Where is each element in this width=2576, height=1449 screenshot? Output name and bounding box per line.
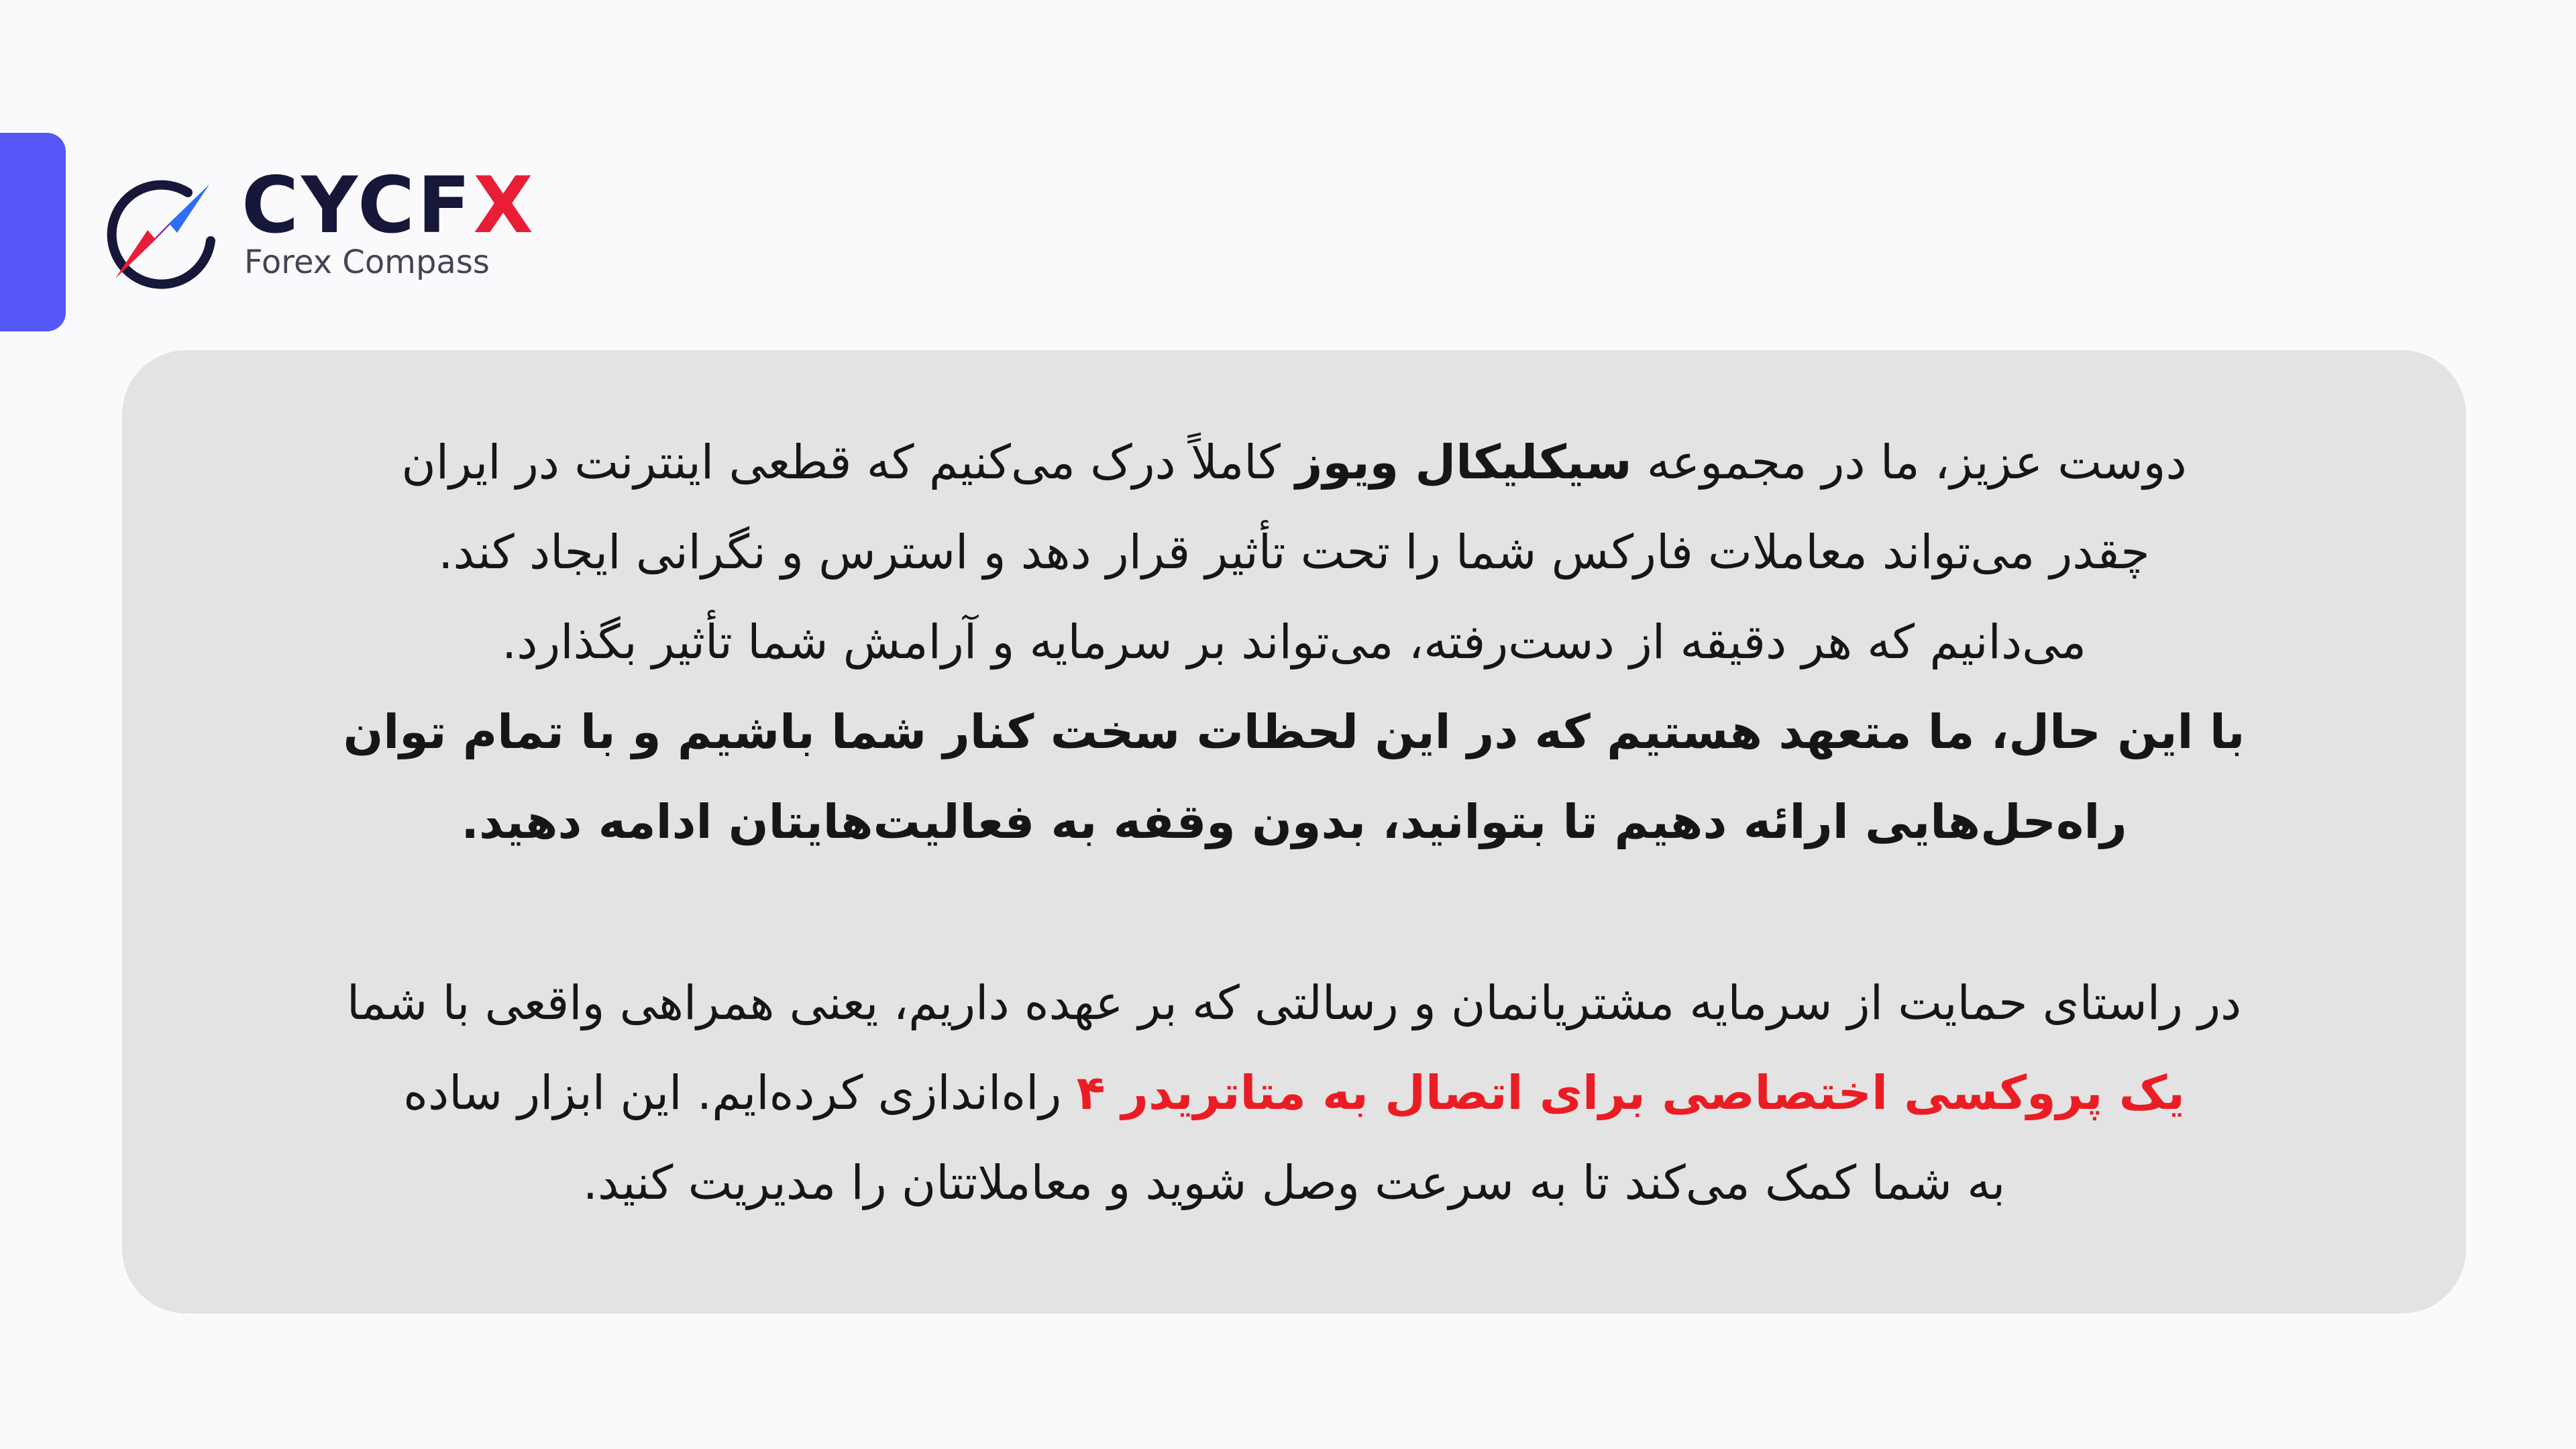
- proxy-highlight: یک پروکسی اختصاصی برای اتصال به متاتریدر ۴: [1076, 1065, 2185, 1120]
- paragraph-apology: [122, 417, 2466, 867]
- brand-name: [241, 160, 536, 251]
- brand-logo: [102, 160, 536, 292]
- paragraph1-line4: با این حال، ما متعهد هستیم که در این لحظات سخت کنار شما باشیم و با تمام توان: [343, 704, 2245, 759]
- paragraph-proxy: [122, 958, 2466, 1228]
- compass-icon: [102, 171, 223, 292]
- paragraph1-line5: راه‌حل‌هایی ارائه دهیم تا بتوانید، بدون وقفه به فعالیت‌هایتان ادامه دهید.: [461, 794, 2127, 849]
- paragraph2-line3: به شما کمک می‌کند تا به سرعت وصل شوید و معاملاتتان را مدیریت کنید.: [582, 1155, 2006, 1210]
- paragraph1-line3: می‌دانیم که هر دقیقه از دست‌رفته، می‌تواند بر سرمایه و آرامش شما تأثیر بگذارد.: [502, 614, 2086, 669]
- paragraph2-line1: در راستای حمایت از سرمایه مشتریانمان و رسالتی که بر عهده داریم، یعنی همراهی واقعی با شما: [346, 975, 2242, 1030]
- line1-end: کاملاً درک می‌کنیم که قطعی اینترنت در ایران: [401, 435, 1296, 490]
- paragraph1-line2: چقدر می‌تواند معاملات فارکس شما را تحت تأثیر قرار دهد و استرس و نگرانی ایجاد کند.: [438, 525, 2150, 580]
- line2-end: راه‌اندازی کرده‌ایم. این ابزار ساده: [403, 1065, 1077, 1120]
- company-name: سیکلیکال ویوز: [1295, 435, 1632, 490]
- brand-name-accent: X: [473, 160, 536, 251]
- line1-start: دوست عزیز، ما در مجموعه: [1631, 435, 2187, 490]
- brand-name-main: CYCF: [241, 160, 474, 251]
- brand-tagline: Forex Compass: [244, 244, 490, 281]
- paragraph1-line1: [122, 417, 2466, 507]
- side-accent-tab: [0, 133, 66, 331]
- message-card: [122, 350, 2466, 1313]
- paragraph2-line2: [122, 1048, 2466, 1138]
